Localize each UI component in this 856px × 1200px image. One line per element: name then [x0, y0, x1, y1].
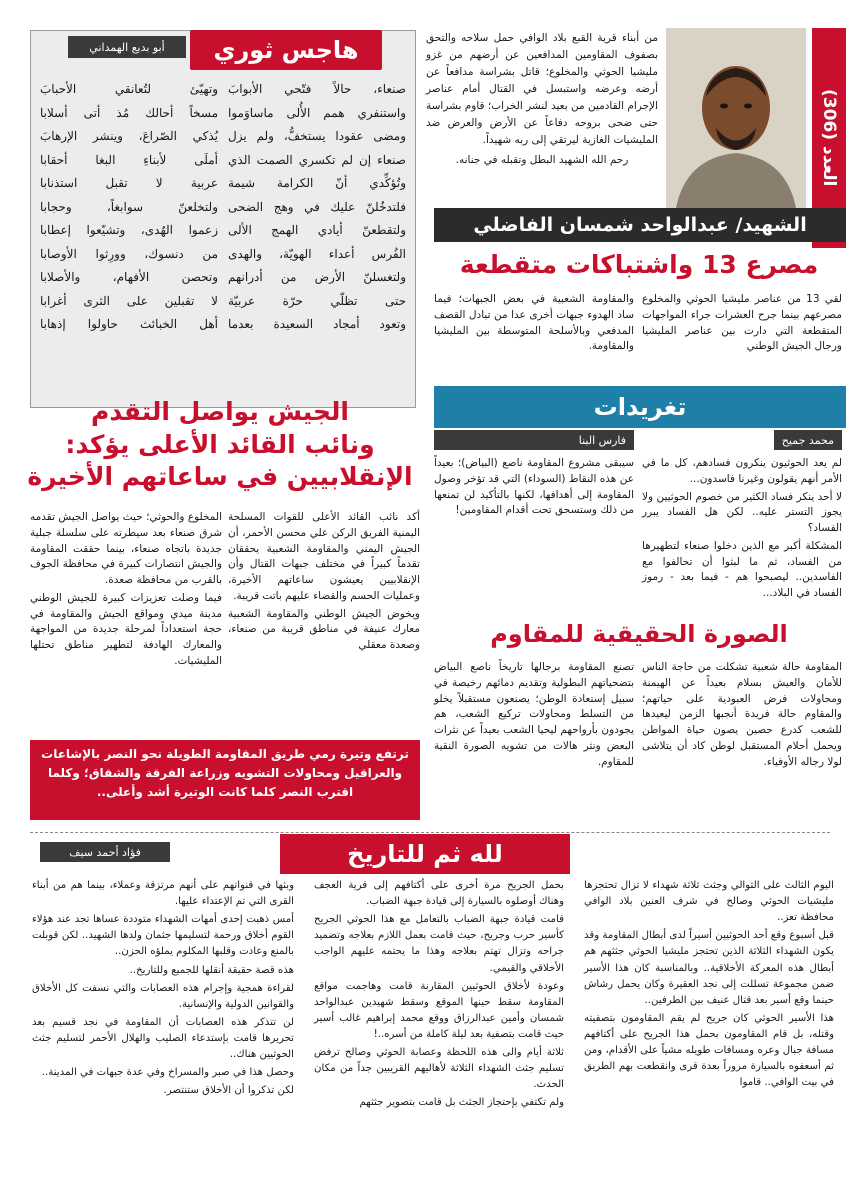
history-paragraph: قامت قيادة جبهة الضباب بالتعامل مع هذا الحوثي الجريح كأسير حرب وجريح، حيث قامت بعمل اللازم بعلاجه وتضميد جراحه وتزال تهتم بعلاجه وهذا ما يحتمه عليهم الواجب الأخلاقي والقيمي.	[314, 914, 564, 974]
issue-number: العدد (306)	[819, 89, 839, 187]
history-paragraph: قبل أسبوع وقع أحد الحوثيين أسيراً لدى أبطال المقاومة وقد يكون الشهداء الثلاثة الذين تحتجز مليشيا الحوثي جثثهم هم أبطال هذه المعركة الأخلاقية.. وبالمناسبة كان هذا الأسير ضمن مجموعة تسللت إلى نجد العقيرة وكان يحمل رشاش حينما وقع أسير بعد قتال عنيف بين الطرفين..	[584, 930, 834, 1006]
history-paragraph: وعودة لأخلاق الحوثيين المقارنة قامت وهاجمت مواقع المقاومة سقط حينها الموقع وسقط شهيدين عبدالواحد شمسان وأمين عبدالرزاق ووقع محمد إبراهيم غالب أسير حيث قامت بتصفية بعد ليلة كاملة من أسره..!	[314, 980, 564, 1040]
poem-left-hemistichs	[40, 78, 218, 337]
real-image-column-right: المقاومة حالة شعبية تشكلت من حاجة الناس للأمان والعيش بسلام بعيداً عن الهيمنة ومحاولات فرض العبودية على حياتهم؛ والمقاوم حالة فريدة أنجبها الزمن ليعيدها للشعب كدرع حصين يصون حياة المواطن ويحمل أحلام المستقبل لوطن كاد أن يتلاشى لولا رجاله الأوفياء.	[642, 661, 842, 768]
army-paragraph: ويخوض الجيش الوطني والمقاومة الشعبية معارك عنيفة في مناطق قريبة من صنعاء، وصعدة معقلي	[228, 607, 420, 651]
history-headline: لله ثم للتاريخ	[280, 834, 570, 874]
poem-line: لا تقبلين على الثرى أغرابا	[40, 293, 218, 308]
tweets-header: تغريدات	[434, 386, 846, 428]
poem-author: أبو بديع الهمداني	[68, 36, 186, 58]
poem-line: من دنسوك، وورِثوا الأوصابا	[40, 246, 218, 261]
army-paragraph: فيما وصلت تعزيزات كبيرة للجيش الوطني مدينة ميدي ومواقع الجيش والمقاومة في حجة استعداداً لمرحلة جديدة من المواجهة والمعارك الهادفة لتطهير مناطق تحتلها المليشيات.	[30, 591, 222, 667]
martyr-name: الشهيد/ عبدالواحد شمسان الفاضلي	[473, 214, 807, 236]
army-highlight-banner: ترتفع وتيرة رمي طريق المقاومة الطويلة نحو النصر بالإشاعات والعراقيل ومحاولات التشويه وزراعة الفرقة والشقاق؛ وكلما اقترب النصر كلما كانت الوتيرة أشد وأعلى..	[30, 740, 420, 820]
poem-line: وتُؤكِّدي أنّ الكرامة شيمة	[228, 176, 406, 191]
history-paragraph: لكن تذكروا أن الأخلاق ستنتصر.	[163, 1085, 294, 1097]
history-paragraph: بحمل الجريح مرة أخرى على أكتافهم إلى قرية العجف وهناك أوصلوه بالسيارة إلى قيادة جبهة الضباب.	[314, 880, 564, 908]
history-paragraph: وحصل هذا في صبر والمسراخ وفي عدة جبهات في المدينة..	[41, 1067, 294, 1079]
clash-column-left: والمقاومة الشعبية في بعض الجبهات؛ فيما ساد الهدوء جبهات أخرى عدا من تبادل القصف المدفعي وبالأسلحة المتوسطة بين المليشيا والمقاومة.	[434, 293, 634, 353]
real-image-headline: الصورة الحقيقية للمقاوم	[490, 620, 788, 648]
poem-line: حتى تظلّي حرّة عربيّة	[228, 293, 406, 308]
clash-headline: مصرع 13 واشتباكات متقطعة	[459, 250, 819, 279]
history-paragraph: هذا الأسير الحوثي كان جريح لم يقم المقاومون بتصفيته وقتله، بل قام المقاومون بحمل هذا الجريح على أكتافهم مسافة جبال وعره ومسافات طويله مشياً على الأقدام، ومن ثم أسعفوه بالسيارة مروراً بعدة قرى وانقطعت بهم الطريق في بيت الوافي.. قاموا	[584, 1012, 834, 1089]
tweet-paragraph: لا أحد ينكر فساد الكثير من خصوم الحوثيين ولا يجوز التستر عليه.. لكن هل الفساد يبرر الفساد؟	[642, 490, 842, 534]
poem-line: واستنفري همم الأُلى ماساوَموا	[228, 105, 406, 120]
poem-line: صنعاء، حالاً فتّحي الأبوابَ	[228, 82, 406, 96]
poem-line: يُذكي الصّراعَ، وينشر الإرهابَ	[40, 129, 218, 144]
history-paragraph: اليوم الثالث على التوالي وجثث ثلاثة شهداء لا تزال تحتجزها مليشيات الحوثي وصالح في شرف العنين بلاد الوافي محافظة تعز..	[584, 880, 834, 924]
history-author: فؤاد أحمد سيف	[40, 842, 170, 862]
poem-line: وتعود أمجاد السعيدة بعدما	[228, 317, 406, 332]
poem-line: ولتغسلنّ الأرض من أدرانهم	[228, 270, 406, 285]
poem-line: عربية لا تقبل استذنابا	[40, 176, 218, 191]
poem-line: أهل الخبائث حاولوا إذهابا	[40, 317, 218, 332]
martyr-bio-prayer: رحم الله الشهيد البطل وتقبله في جنانه.	[455, 154, 629, 166]
poem-line: صنعاء إن لم تكسري الصمت الذي	[228, 152, 406, 167]
martyr-portrait-illustration	[666, 28, 806, 208]
tweet-author-left: فارس البنا	[434, 430, 634, 450]
army-headline-line3: الإنقلابيين في ساعاتهم الأخيرة	[27, 462, 413, 491]
poem-title: هاجس ثوري	[190, 30, 382, 70]
poem-line: فلتدخُلنّ عليك في وهج الضحى	[228, 199, 406, 214]
history-paragraph: أمس ذهبت إحدى أمهات الشهداء متوددة عساها تجد عند هؤلاء القوم أخلاق ورحمة لتسليمها جثمان ولدها الشهيد.. لكن قوبلت بالمنع وعادت وقلبها المكلوم يملؤه الحزن..	[32, 914, 294, 958]
history-column-right	[584, 878, 834, 1093]
poem-line: ولتخلعنّ سوابغاً، وحجابا	[40, 199, 218, 214]
history-paragraph: ولم تكتفي بإحتجاز الجثث بل قامت بتصوير جثثهم	[359, 1097, 564, 1109]
tweet-author-right: محمد جميح	[774, 430, 842, 450]
poem-right-hemistichs	[228, 78, 406, 337]
history-column-left	[32, 878, 294, 1101]
history-paragraph: لن تتذكر هذه العصابات أن المقاومة في نجد قسيم بعد تحريرها قامت بإستدعاء الصليب والهلال الأحمر لتسليم جثث الحوثيين هناك..	[32, 1016, 294, 1061]
martyr-biography	[426, 30, 658, 169]
poem-line: مسخاً أحالك مُذ أتى أسلابا	[40, 105, 218, 120]
tweet-paragraph: لم يعد الحوثيون ينكرون فسادهم، كل ما في الأمر أنهم يقولون وغيرنا فاسدون...	[642, 457, 842, 485]
real-image-column-left: تصنع المقاومة برجالها تاريخاً ناصع البياض بتضحياتهم البطولية وتقديم دمائهم رخيصة في سبيل إستعادة الوطن؛ يصنعون مستقبلاً يخلو من التسلط ومحاولات تركيع الشعب، هم يجودون بأرواحهم ليحيا الشعب بعيداً عن نثرات البعض ونثر هالات من تشويه الصورة النقية للمقاوم.	[434, 661, 634, 768]
history-column-middle	[314, 878, 564, 1114]
history-paragraph: هذه قصة حقيقة أنقلها للجميع وللتاريخ..	[129, 964, 294, 976]
poem-line: وتهيّئ لتُعانقي الأحبابَ	[40, 82, 218, 96]
poem-line: ومضى عقودا يستخفُّ، ولم يزل	[228, 129, 406, 144]
army-column-left	[30, 510, 222, 672]
army-paragraph: أكد نائب القائد الأعلى للقوات المسلحة اليمنية الفريق الركن علي محسن الأحمر، أن الجيش اليمني والمقاومة الشعبية يحققان تقدماً كبيراً في مختلف جبهات القتال وأن الإنقلابيين يعيشون ساعاتهم الأخيرة، وعمليات الحسم والقضاء عليهم باتت قريبة.	[228, 511, 420, 602]
clash-column-right: لقي 13 من عناصر مليشيا الحوثي والمخلوع مصرعهم بينما جرح العشرات جراء المواجهات المتقطعة التي دارت بين عناصر المليشيا ورجال الجيش الوطني	[642, 293, 842, 353]
poem-line: الفُرس أعداء الهويّة، والهدى	[228, 246, 406, 261]
martyr-photo	[666, 28, 806, 208]
army-column-right	[228, 510, 420, 656]
tweet-paragraph: المشكلة أكبر مع الذين دخلوا صنعاء لتطهيرها من الفساد، ثم ما لبثوا أن تحالفوا مع الفاسدين.. ليصبحوا هم - فيما بعد - رموز الفساد في البلاد...	[642, 539, 842, 599]
poem-line: زعموا الهُدى، وتشيّعوا إعطابا	[40, 223, 218, 238]
history-paragraph: ثلاثة أيام والى هذه اللحظة وعصابة الحوثي وصالح ترفض تسليم جثث الشهداء الثلاثة لأهاليهم القريبين جداً من مكان الحدث.	[314, 1047, 564, 1091]
army-headline-line1: الجيش يواصل التقدم	[91, 397, 349, 426]
poem-line: ولتقطعنّ أيادي الهمج الألى	[228, 223, 406, 238]
history-paragraph: وبثها في قنواتهم على أنهم مرتزقة وعملاء، بينما هم من أبناء القرى التي تم الإعتداء عليها.	[32, 880, 294, 908]
poem-line: وتحصن الأفهام، والأصلابا	[40, 270, 218, 285]
martyr-bio-paragraph: من أبناء قرية القبع بلاد الوافي حمل سلاحه والتحق بصفوف المقاومين المدافعين عن أرضهم من غزو مليشيا الحوثي والمخلوع؛ قاتل بشراسة مدافعاً عن أرضه وعرضه واستبسل في القتال أمام عناصر الإجرام القادمين من بعيد لنشر الخراب؛ قاوم بشراسة حتى ضحى بروحه دفاعاً عن الأرض والعرض ضد المليشيات الغازية ليرتقي إلى ربه شهيداً.	[426, 32, 658, 146]
army-headline-line2: ونائب القائد الأعلى يؤكد:	[65, 429, 375, 459]
army-headline	[22, 396, 418, 494]
army-paragraph: المخلوع والحوثي؛ حيث يواصل الجيش تقدمه شرق صنعاء بعد سيطرته على سلسلة جبلية جديدة باتجاه صنعاء، بينما حققت المقاومة والجيش انتصارات كبيرة في محافظة الجوف بالقرب من محافظة صعدة.	[30, 511, 222, 586]
tweets-column-right	[642, 456, 842, 604]
history-paragraph: لقراءة همجية وإجرام هذه العصابات والتي نسفت كل الأخلاق والقوانين الدولية والإنسانية.	[32, 982, 294, 1010]
poem-line: أملَى لأبناءِ البغا أحقابا	[40, 152, 218, 167]
martyr-name-bar	[434, 208, 846, 242]
tweets-column-left: سيبقى مشروع المقاومة ناصع (البياض)؛ بعيداً عن هذه النقاط (السوداء) التي قد تؤخر وصول المقاومة إلى أهدافها، لكنها بالتأكيد لن تمنعها من ذلك وستسحق تحت أقدام المقاومين!	[434, 457, 634, 517]
